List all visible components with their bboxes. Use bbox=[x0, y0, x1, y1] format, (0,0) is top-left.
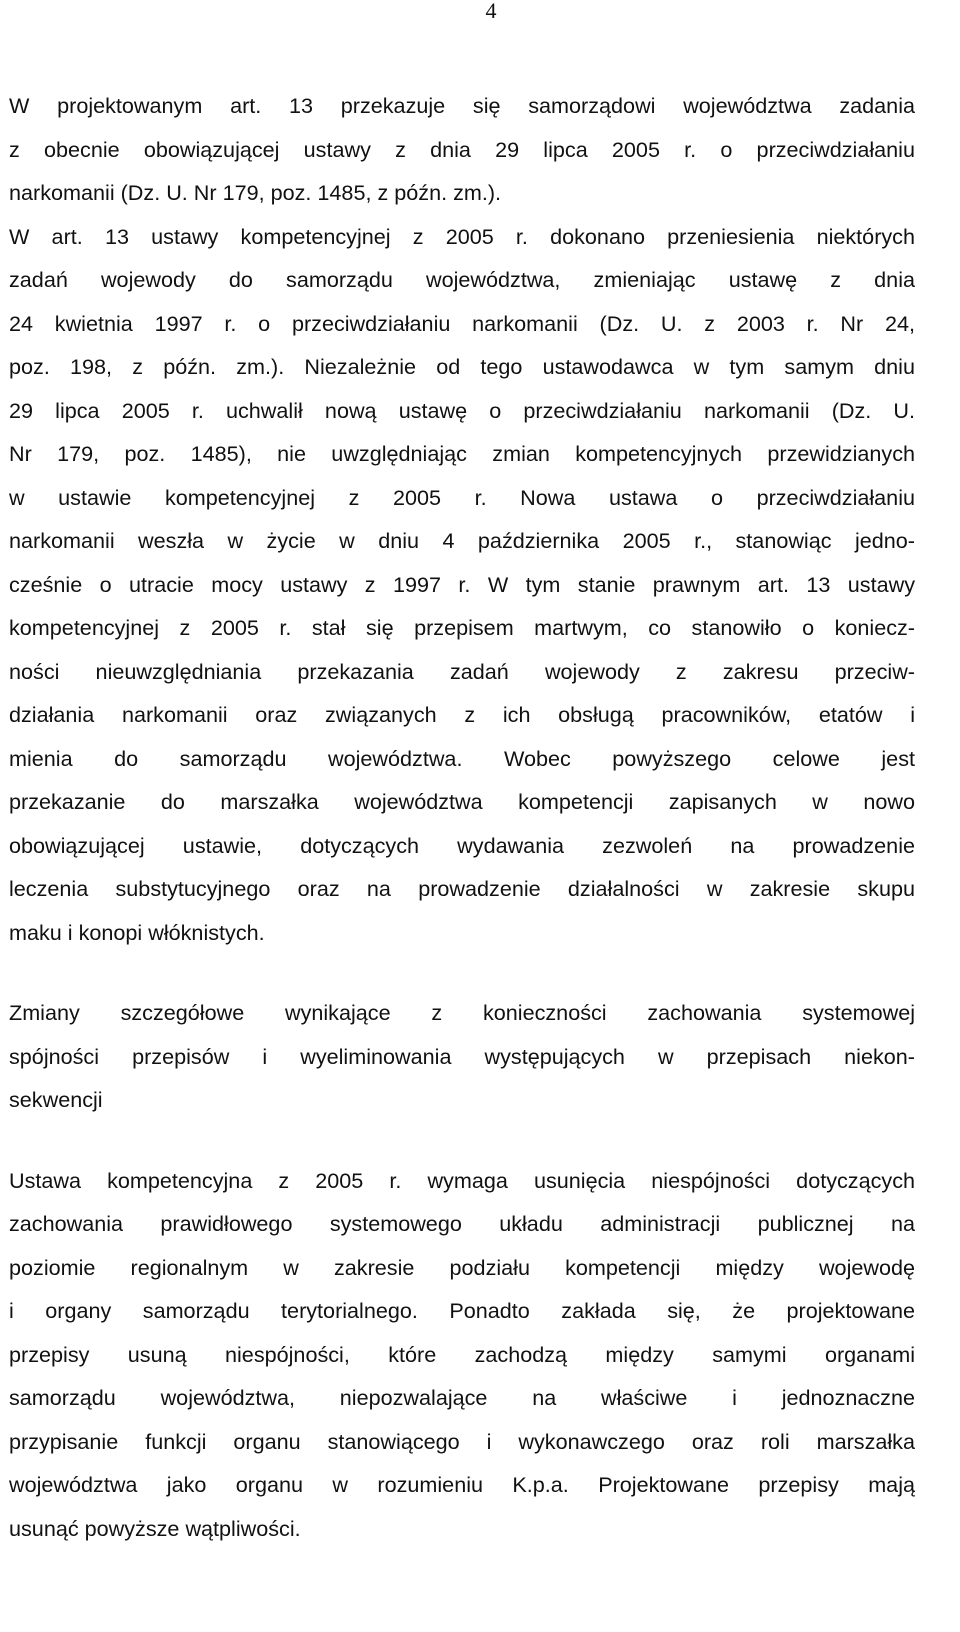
paragraph-spacer bbox=[9, 1122, 915, 1159]
paragraph-3 bbox=[9, 991, 915, 1122]
text-line: i organy samorządu terytorialnego. Ponadto zakłada się, że projektowane bbox=[9, 1298, 915, 1323]
document-body bbox=[9, 84, 915, 1550]
text-line: Nr 179, poz. 1485), nie uwzględniając zmian kompetencyjnych przewidzianych bbox=[9, 441, 915, 466]
paragraph-spacer bbox=[9, 954, 915, 991]
text-line: sekwencji bbox=[9, 1087, 103, 1112]
text-line: usunąć powyższe wątpliwości. bbox=[9, 1515, 301, 1541]
text-line: Zmiany szczegółowe wynikające z konieczności zachowania systemowej bbox=[9, 1000, 915, 1025]
text-line: maku i konopi włóknistych. bbox=[9, 919, 265, 945]
text-line: działania narkomanii oraz związanych z ich obsługą pracowników, etatów i bbox=[9, 702, 915, 727]
paragraph-2 bbox=[9, 215, 915, 955]
text-line: z obecnie obowiązującej ustawy z dnia 29 lipca 2005 r. o przeciwdziałaniu bbox=[9, 136, 915, 162]
text-line: narkomanii (Dz. U. Nr 179, poz. 1485, z późn. zm.). bbox=[9, 180, 502, 205]
text-line: cześnie o utracie mocy ustawy z 1997 r. W tym stanie prawnym art. 13 ustawy bbox=[9, 571, 915, 597]
text-line: przekazanie do marszałka województwa kompetencji zapisanych w nowo bbox=[9, 789, 915, 814]
text-line: W art. 13 ustawy kompetencyjnej z 2005 r. dokonano przeniesienia niektórych bbox=[9, 223, 915, 249]
text-line: zadań wojewody do samorządu województwa, zmieniając ustawę z dnia bbox=[9, 267, 915, 292]
text-line: 24 kwietnia 1997 r. o przeciwdziałaniu narkomanii (Dz. U. z 2003 r. Nr 24, bbox=[9, 310, 915, 336]
text-line: mienia do samorządu województwa. Wobec powyższego celowe jest bbox=[9, 745, 915, 771]
text-line: W projektowanym art. 13 przekazuje się samorządowi województwa zadania bbox=[9, 93, 915, 118]
text-line: poziomie regionalnym w zakresie podziału kompetencji między wojewodę bbox=[9, 1254, 915, 1280]
text-line: przepisy usuną niespójności, które zachodzą między samymi organami bbox=[9, 1341, 915, 1367]
text-line: kompetencyjnej z 2005 r. stał się przepisem martwym, co stanowiło o koniecz- bbox=[9, 615, 915, 640]
text-line: poz. 198, z późn. zm.). Niezależnie od tego ustawodawca w tym samym dniu bbox=[9, 354, 915, 379]
text-line: spójności przepisów i wyeliminowania występujących w przepisach niekon- bbox=[9, 1043, 915, 1069]
text-line: samorządu województwa, niepozwalające na właściwe i jednoznaczne bbox=[9, 1385, 915, 1410]
text-line: 29 lipca 2005 r. uchwalił nową ustawę o przeciwdziałaniu narkomanii (Dz. U. bbox=[9, 397, 915, 423]
paragraph-1 bbox=[9, 84, 915, 215]
paragraph-4 bbox=[9, 1159, 915, 1551]
text-line: obowiązującej ustawie, dotyczących wydawania zezwoleń na prowadzenie bbox=[9, 832, 915, 858]
text-line: zachowania prawidłowego systemowego układu administracji publicznej na bbox=[9, 1211, 915, 1236]
text-line: leczenia substytucyjnego oraz na prowadzenie działalności w zakresie skupu bbox=[9, 876, 915, 901]
text-line: przypisanie funkcji organu stanowiącego i wykonawczego oraz roli marszałka bbox=[9, 1428, 915, 1454]
text-line: w ustawie kompetencyjnej z 2005 r. Nowa ustawa o przeciwdziałaniu bbox=[9, 484, 915, 510]
text-line: ności nieuwzględniania przekazania zadań wojewody z zakresu przeciw- bbox=[9, 658, 915, 684]
text-line: województwa jako organu w rozumieniu K.p.a. Projektowane przepisy mają bbox=[9, 1472, 915, 1497]
page-number: 4 bbox=[485, 0, 497, 23]
text-line: narkomanii weszła w życie w dniu 4 października 2005 r., stanowiąc jedno- bbox=[9, 528, 915, 553]
text-line: Ustawa kompetencyjna z 2005 r. wymaga usunięcia niespójności dotyczących bbox=[9, 1167, 915, 1193]
